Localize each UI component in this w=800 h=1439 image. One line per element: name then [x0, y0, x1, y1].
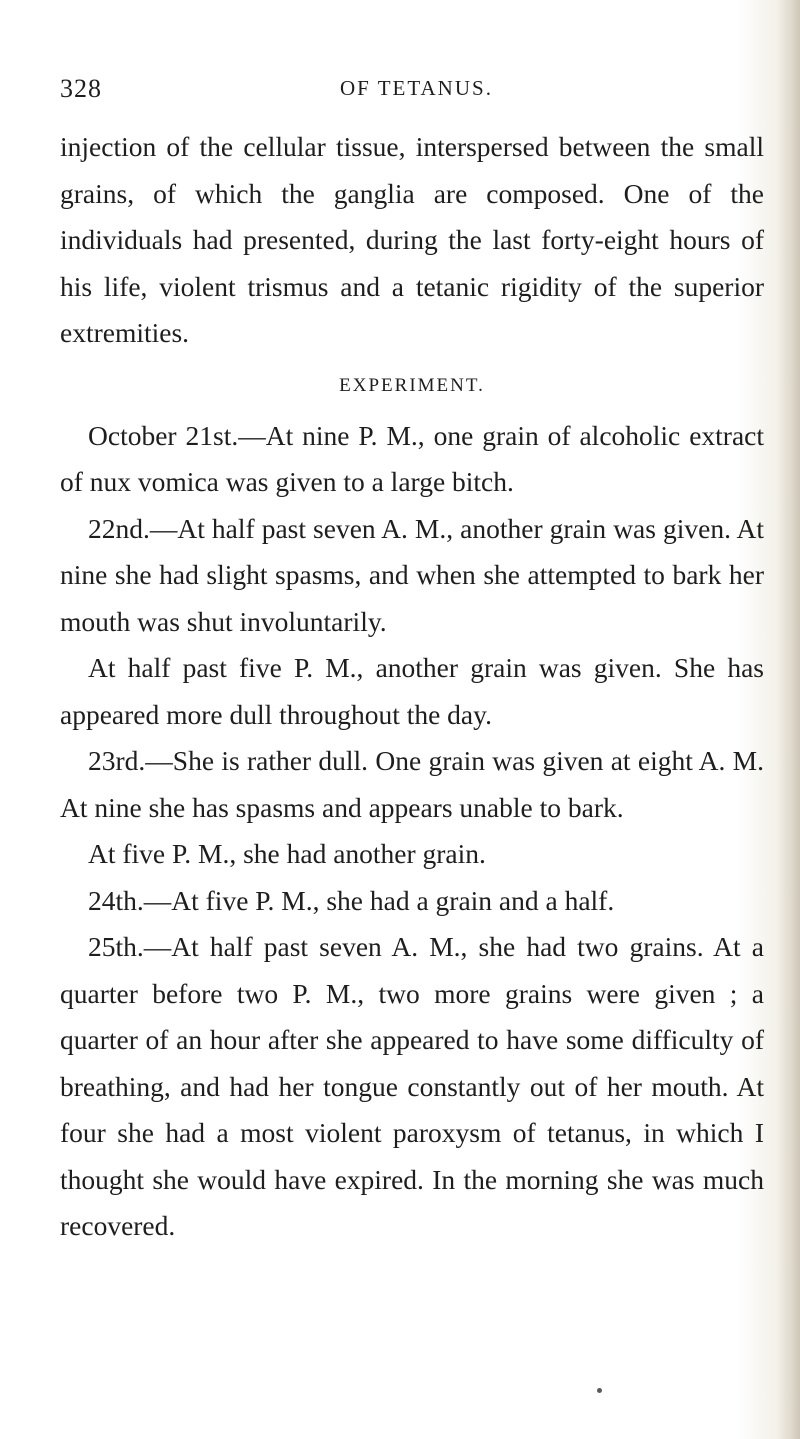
running-head: [60, 70, 760, 110]
text-block: [60, 124, 764, 1250]
entry-22nd: 22nd.—At half past seven A. M., another grain was given. At nine she had slight spasms, and when she attempted to bark her mouth was shut involuntarily.: [60, 512, 764, 637]
section-heading: EXPERIMENT.: [339, 374, 485, 396]
intro-paragraph: injection of the cellular tissue, interspersed between the small grains, of which the ganglia are composed. One of the individuals had presented, during the last forty-eight hours of his life, violent trismus and a tetanic rigidity of the superior extremities.: [60, 131, 764, 348]
entry-25th: 25th.—At half past seven A. M., she had two grains. At a quarter before two P. M., two more grains were given ; a quarter of an hour after she appeared to have some difficulty of breathing, and had her tongue constantly out of her mouth. At four she had a most violent paroxysm of tetanus, in which I thought she would have expired. In the morning she was much recovered.: [60, 931, 764, 1241]
entry-23rd: 23rd.—She is rather dull. One grain was given at eight A. M. At nine she has spasms and appears unable to bark.: [60, 745, 764, 823]
page-number: 328: [60, 74, 102, 103]
entry-24th: 24th.—At five P. M., she had a grain and a half.: [88, 884, 615, 916]
entry-23rd-evening: At five P. M., she had another grain.: [88, 838, 486, 869]
entry-22nd-evening: At half past five P. M., another grain was given. She has appeared more dull throughout the day.: [60, 652, 764, 730]
page-edge-shadow: [778, 0, 800, 1439]
running-title: OF TETANUS.: [340, 76, 493, 100]
entry-october-21: October 21st.—At nine P. M., one grain of alcoholic extract of nux vomica was given to a large bitch.: [60, 419, 764, 497]
print-speck: [597, 1388, 602, 1393]
